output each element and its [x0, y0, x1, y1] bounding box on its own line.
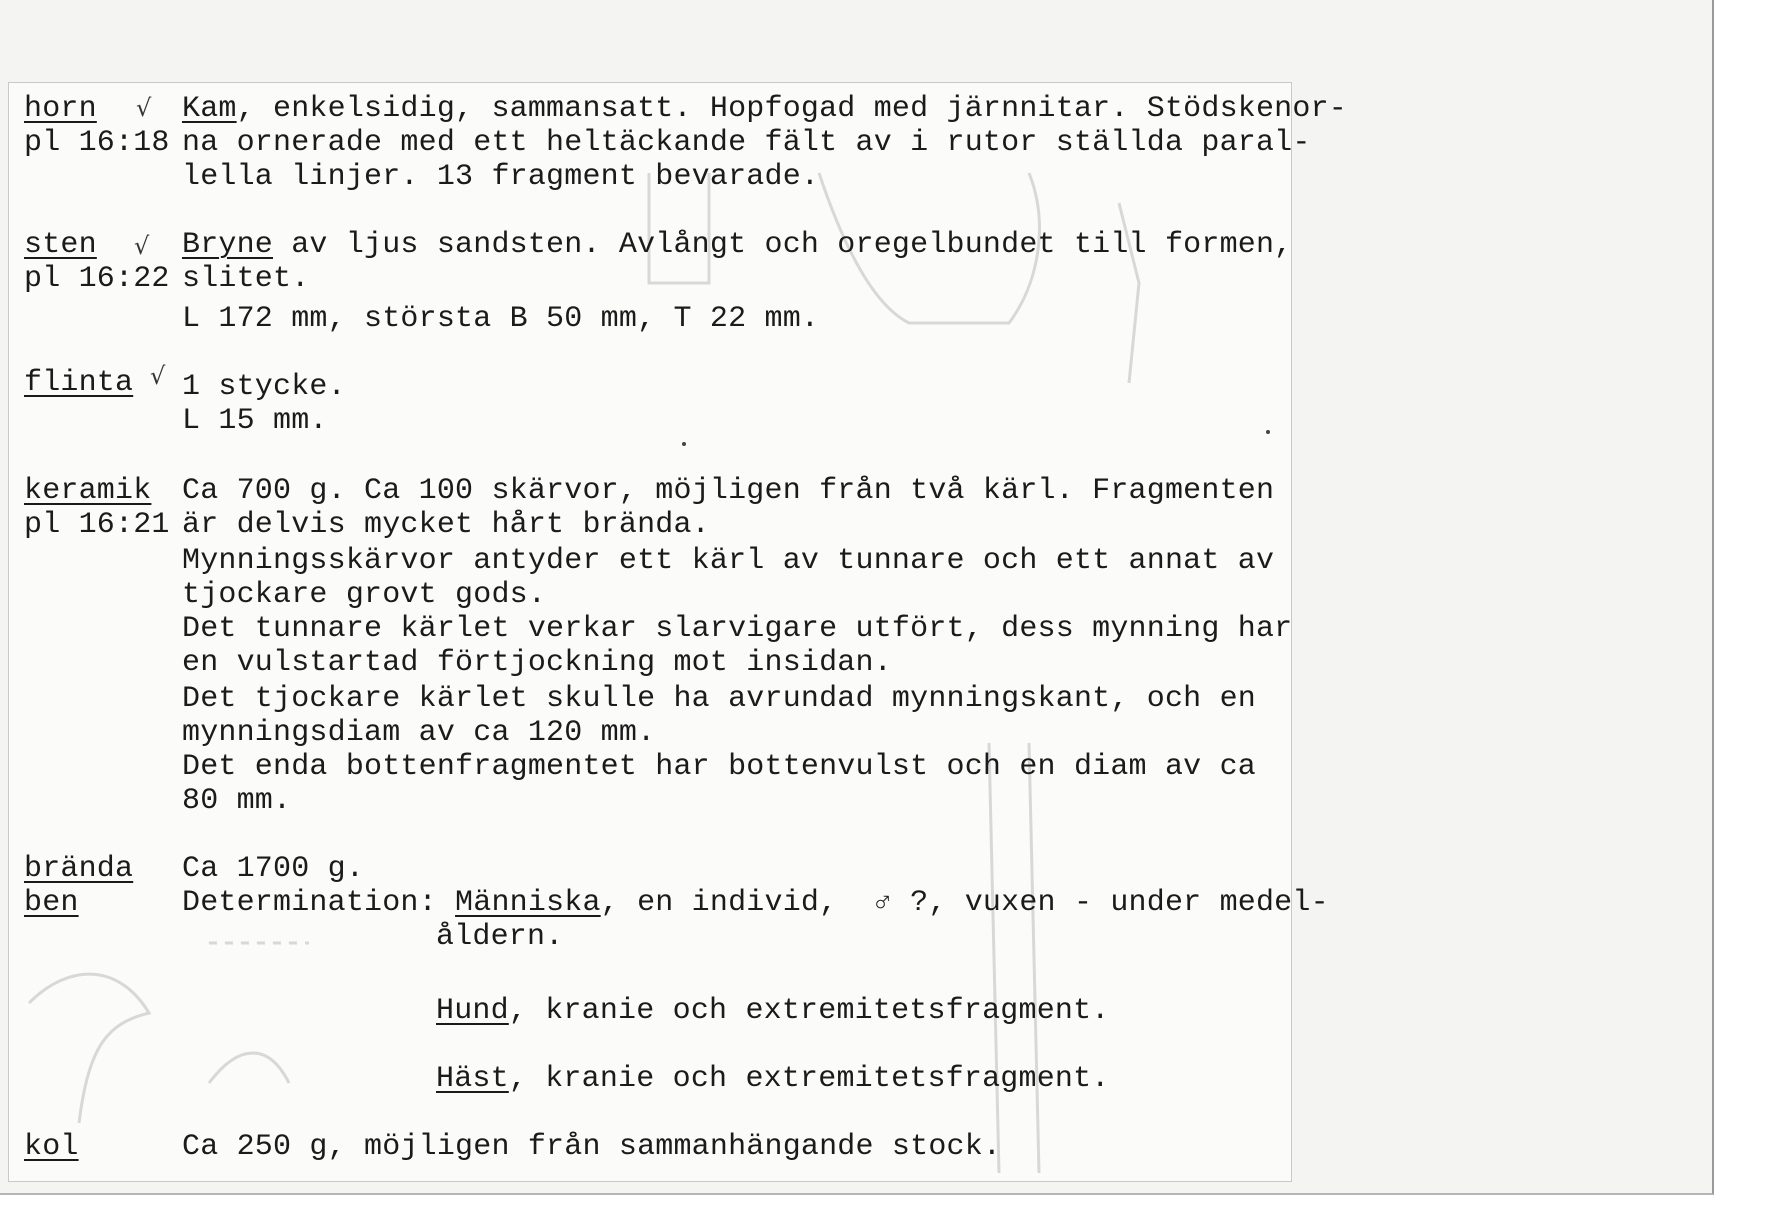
label-ben: ben: [24, 886, 79, 920]
text-kol: Ca 250 g, möjligen från sammanhängande stock.: [182, 1130, 1002, 1164]
label-kol: kol: [24, 1130, 79, 1164]
text-keramik-9: Det enda bottenfragmentet har bottenvulst och en diam av ca: [182, 750, 1256, 784]
text-keramik-7: Det tjockare kärlet skulle ha avrundad mynningskant, och en: [182, 682, 1256, 716]
check-mark-icon: √: [136, 94, 152, 122]
text-sten-2: slitet.: [182, 262, 310, 296]
text-hund: [436, 994, 1110, 1028]
text-horn-1-rest: , enkelsidig, sammansatt. Hopfogad med järnnitar. Stödskenor-: [236, 92, 1347, 126]
scan-speck: [682, 442, 686, 446]
text-hund-rest: , kranie och extremitetsfragment.: [508, 994, 1110, 1028]
text-horn-3: lella linjer. 13 fragment bevarade.: [182, 160, 820, 194]
text-keramik-3: Mynningsskärvor antyder ett kärl av tunnare och ett annat av: [182, 544, 1275, 578]
text-flinta-1: 1 stycke.: [182, 370, 346, 404]
text-manniska-cont: åldern.: [436, 920, 564, 954]
text-hast-rest: , kranie och extremitetsfragment.: [508, 1062, 1110, 1096]
text-horn-2: na ornerade med ett heltäckande fält av i rutor ställda paral-: [182, 126, 1311, 160]
text-horn-1: [182, 92, 1347, 126]
text-sten-3: L 172 mm, största B 50 mm, T 22 mm.: [182, 302, 820, 336]
text-ben-determination: [182, 886, 1329, 920]
text-sten-1: [182, 228, 1292, 262]
text-keramik-1: Ca 700 g. Ca 100 skärvor, möjligen från två kärl. Fragmenten: [182, 474, 1275, 508]
label-horn: horn: [24, 92, 97, 126]
term-kam: Kam: [182, 92, 237, 126]
text-flinta-2: L 15 mm.: [182, 404, 328, 438]
text-keramik-8: mynningsdiam av ca 120 mm.: [182, 716, 656, 750]
ref-sten: pl 16:22: [24, 262, 170, 296]
label-flinta: flinta: [24, 366, 134, 400]
check-mark-icon: √: [150, 362, 166, 390]
term-hast: Häst: [436, 1062, 509, 1096]
ref-keramik: pl 16:21: [24, 508, 170, 542]
text-keramik-6: en vulstartad förtjockning mot insidan.: [182, 646, 892, 680]
term-manniska: Människa: [455, 886, 601, 920]
text-keramik-5: Det tunnare kärlet verkar slarvigare utfört, dess mynning har: [182, 612, 1293, 646]
text-keramik-2: är delvis mycket hårt brända.: [182, 508, 710, 542]
ref-horn: pl 16:18: [24, 126, 170, 160]
label-sten: sten: [24, 228, 97, 262]
term-bryne: Bryne: [182, 228, 274, 262]
text-keramik-10: 80 mm.: [182, 784, 292, 818]
check-mark-icon: √: [134, 232, 150, 260]
label-keramik: keramik: [24, 474, 152, 508]
label-branda: brända: [24, 852, 134, 886]
text-sten-1-rest: av ljus sandsten. Avlångt och oregelbundet till formen,: [273, 228, 1293, 262]
text-hast: [436, 1062, 1110, 1096]
text-ben-weight: Ca 1700 g.: [182, 852, 365, 886]
text-keramik-4: tjockare grovt gods.: [182, 578, 547, 612]
text-manniska-rest: , en individ, ♂ ?, vuxen - under medel-: [600, 886, 1329, 920]
determination-label: Determination:: [182, 886, 456, 920]
scan-speck: [1266, 430, 1270, 434]
term-hund: Hund: [436, 994, 509, 1028]
